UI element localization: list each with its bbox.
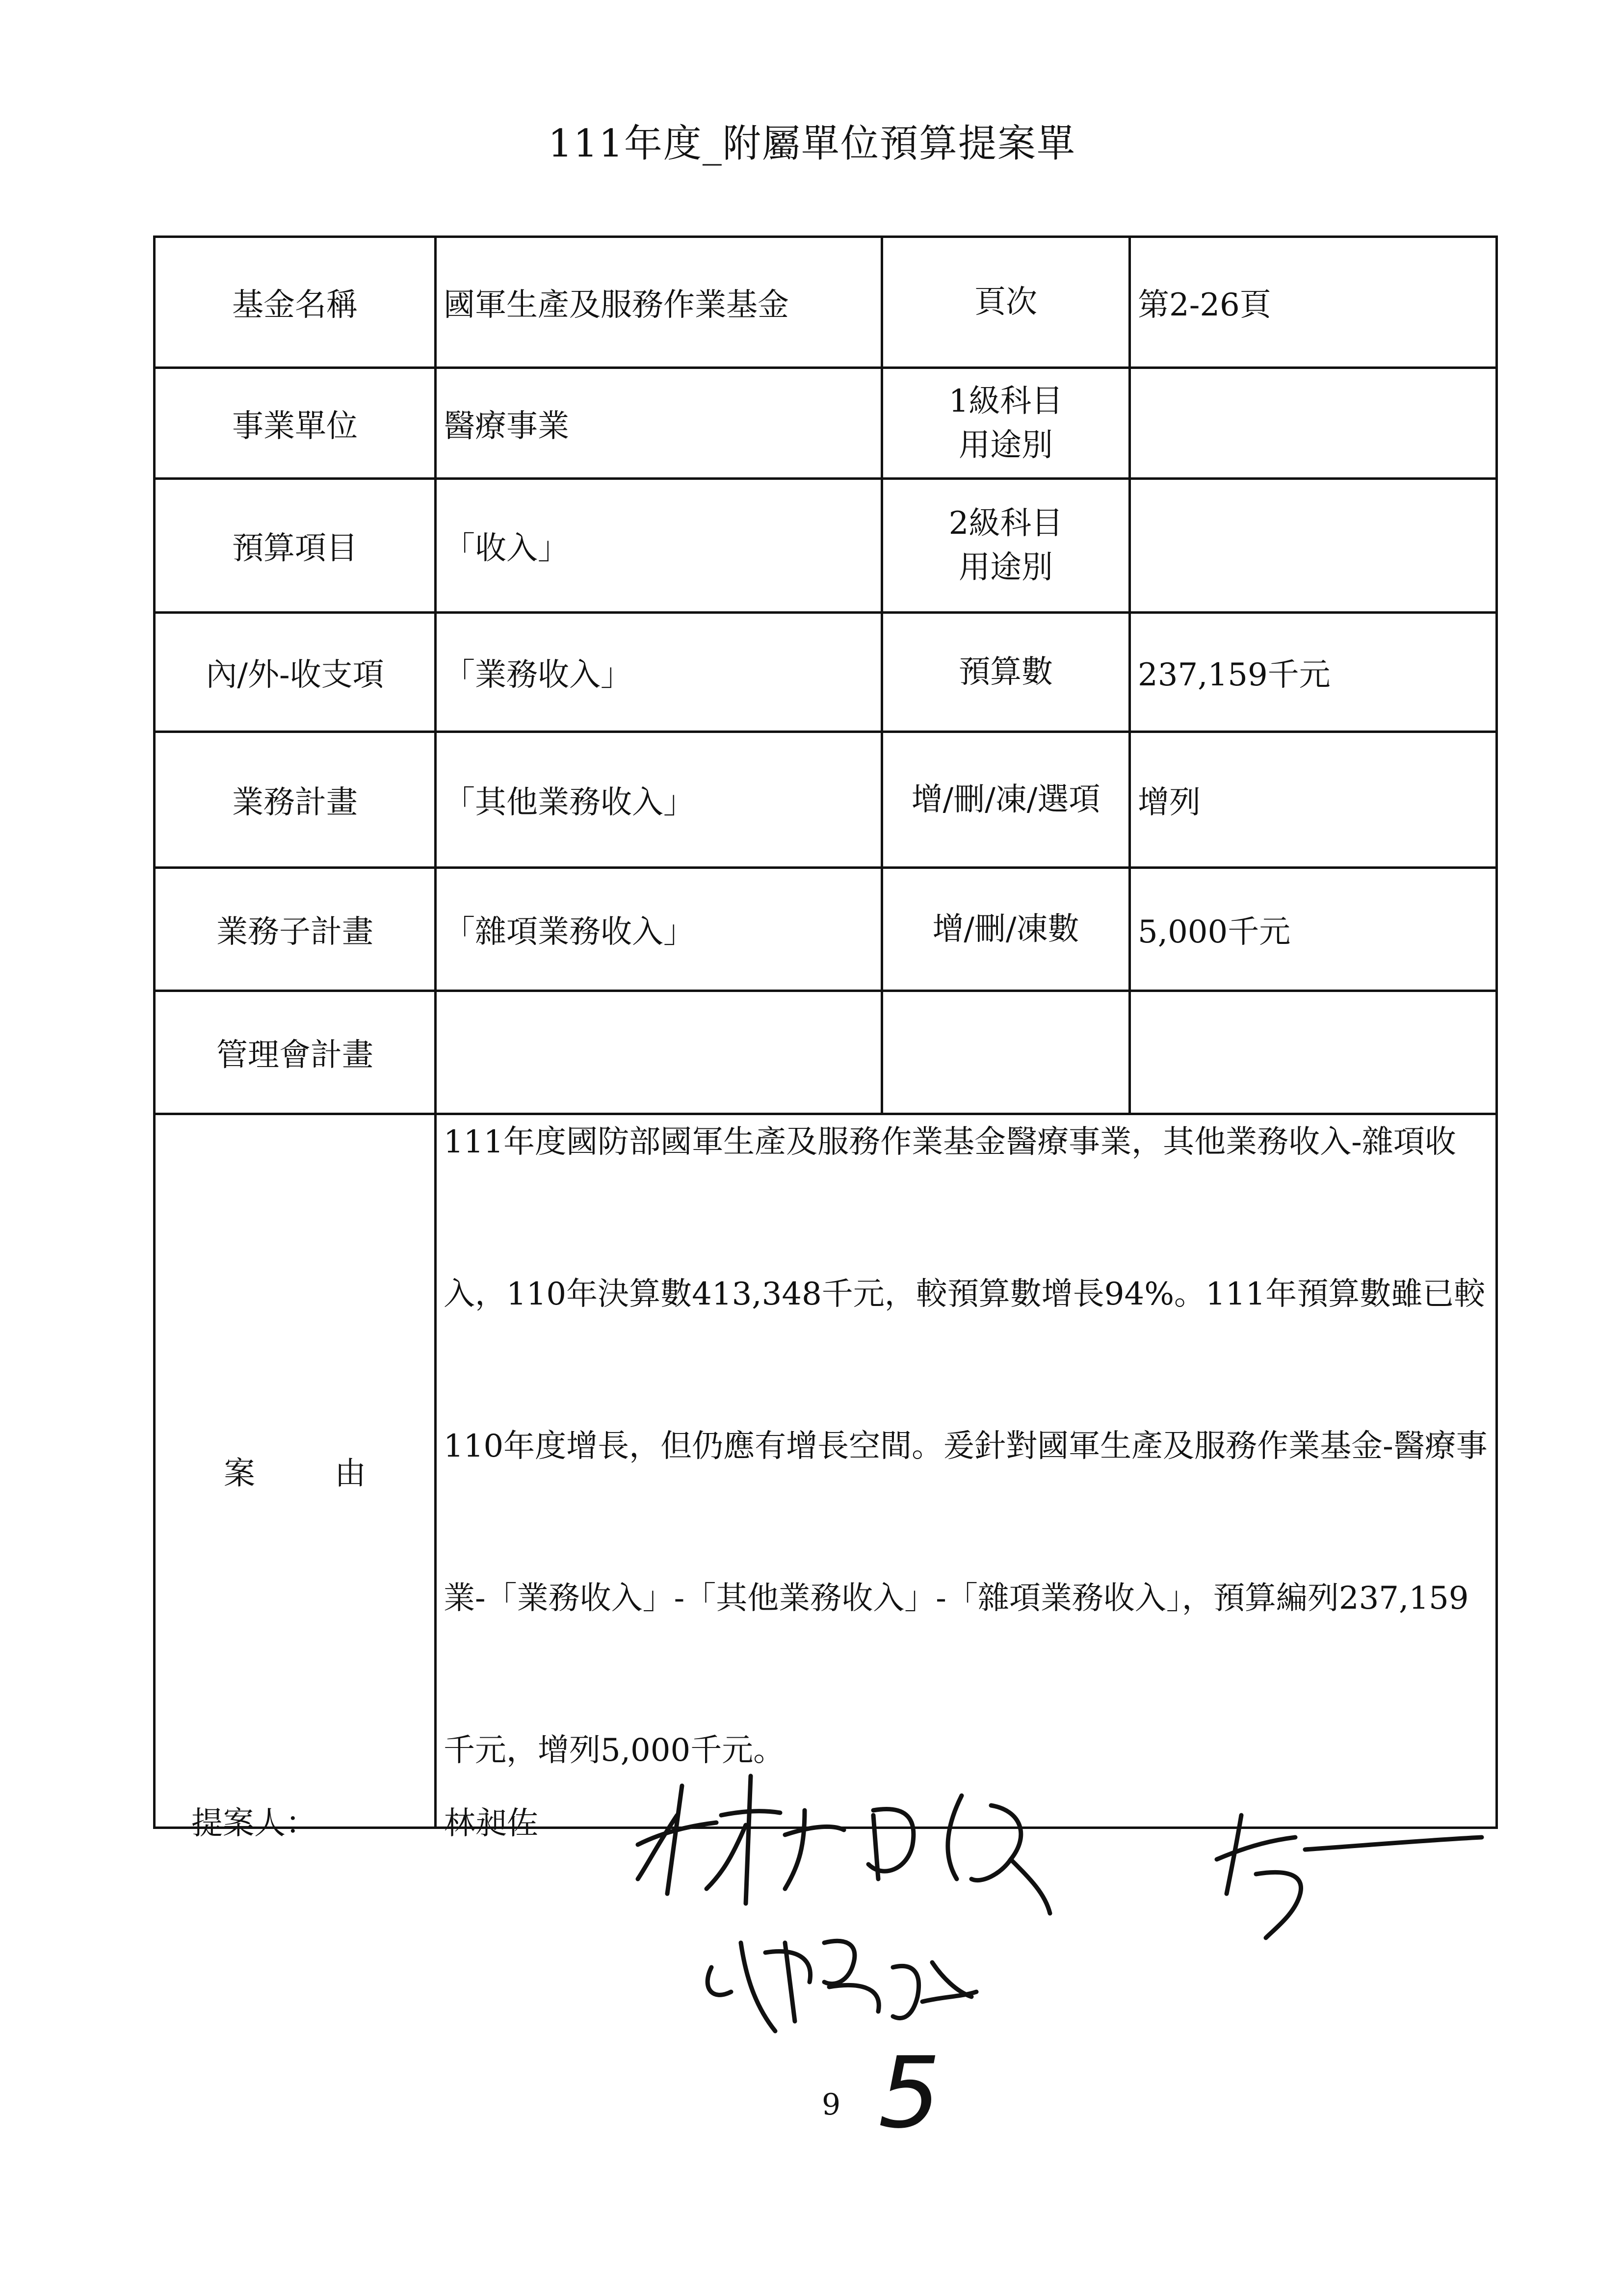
mgmt-plan-label: 管理會計畫 xyxy=(155,991,436,1114)
adjust-amount-value: 5,000千元 xyxy=(1130,868,1497,991)
adjust-amount-label: 增/刪/凍數 xyxy=(882,868,1130,991)
business-plan-value: 「其他業務收入」 xyxy=(436,732,882,868)
budget-amount-label: 預算數 xyxy=(882,613,1130,732)
budget-item-value: 「收入」 xyxy=(436,479,882,613)
proposer-label: 提案人： xyxy=(191,1805,317,1842)
level1-subject-label: 1級科目 用途別 xyxy=(882,368,1130,479)
action-option-value: 增列 xyxy=(1130,732,1497,868)
revenue-type-label: 內/外-收支項 xyxy=(155,613,436,732)
page-ref-label: 頁次 xyxy=(882,237,1130,368)
fund-name-label: 基金名稱 xyxy=(155,237,436,368)
budget-item-label: 預算項目 xyxy=(155,479,436,613)
proposer-name: 林昶佐 xyxy=(444,1805,538,1842)
revenue-type-value: 「業務收入」 xyxy=(436,613,882,732)
reason-text: 111年度國防部國軍生產及服務作業基金醫療事業，其他業務收入-雜項收入，110年決算數413,348千元，較預算數增長94%。111年預算數雖已較110年度增長，但仍應有增長空間。爰針對國軍生產及服務作業基金-醫療事業-「業務收入」-「其他業務收入」-「雜項業務收入」，預算編列237,159千元，增列5,000千元。 xyxy=(444,1124,1488,1769)
budget-amount-value: 237,159千元 xyxy=(1130,613,1497,732)
fund-name-value: 國軍生產及服務作業基金 xyxy=(436,237,882,368)
document-title: 111年度_附屬單位預算提案單 xyxy=(548,122,1076,166)
signature-2 xyxy=(1217,1815,1482,1938)
page-number: 9 xyxy=(822,2087,841,2122)
business-unit-value: 醫療事業 xyxy=(436,368,882,479)
page-stamp: 5 xyxy=(878,2036,941,2150)
signature-3 xyxy=(707,1941,976,2031)
level2-subject-label: 2級科目 用途別 xyxy=(882,479,1130,613)
sub-plan-label: 業務子計畫 xyxy=(155,868,436,991)
action-option-label: 增/刪/凍/選項 xyxy=(882,732,1130,868)
page-ref-value: 第2-26頁 xyxy=(1130,237,1497,368)
reason-label: 案由 xyxy=(155,1114,436,1828)
business-unit-label: 事業單位 xyxy=(155,368,436,479)
business-plan-label: 業務計畫 xyxy=(155,732,436,868)
signature-1 xyxy=(638,1776,1050,1913)
sub-plan-value: 「雜項業務收入」 xyxy=(436,868,882,991)
